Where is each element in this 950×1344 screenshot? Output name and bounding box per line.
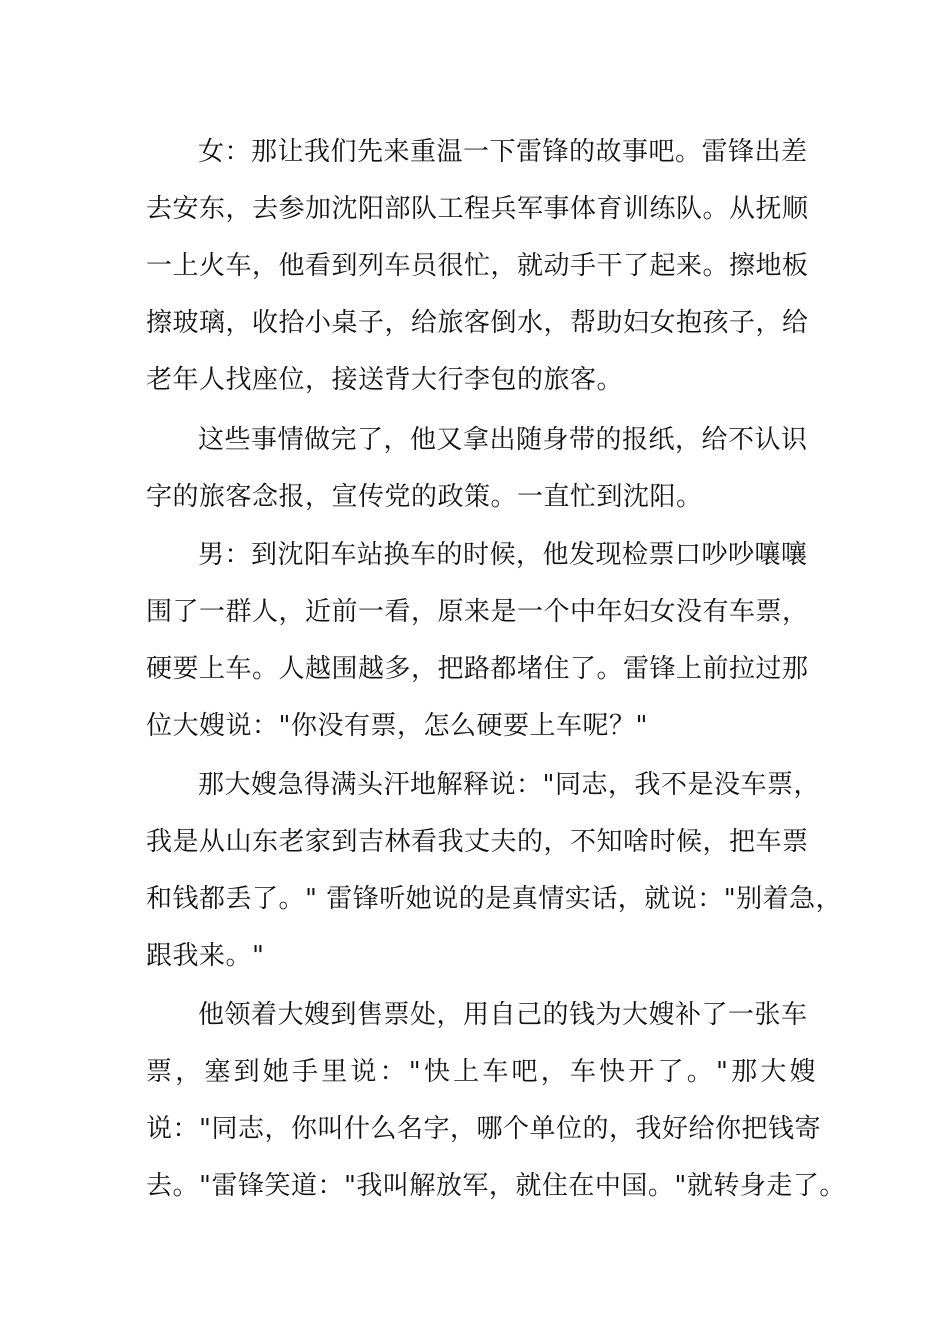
text-line: 老年人找座位，接送背大行李包的旅客。 (146, 365, 624, 395)
text-line: 我是从山东老家到吉林看我丈夫的，不知啥时候，把车票 (146, 827, 809, 857)
text-line: 硬要上车。人越围越多，把路都堵住了。雷锋上前拉过那 (146, 654, 809, 684)
text-line: 位大嫂说："你没有票，怎么硬要上车呢？" (146, 711, 648, 741)
text-line: 跟我来。" (146, 941, 265, 971)
text-line: 擦玻璃，收拾小桌子，给旅客倒水，帮助妇女抱孩子，给 (146, 308, 809, 338)
text-line: 他领着大嫂到售票处，用自己的钱为大嫂补了一张车 (198, 1000, 808, 1030)
text-line: 一上火车，他看到列车员很忙，就动手干了起来。擦地板 (146, 251, 809, 281)
text-line: 男：到沈阳车站换车的时候，他发现检票口吵吵嚷嚷 (198, 540, 808, 570)
text-line: 字的旅客念报，宣传党的政策。一直忙到沈阳。 (146, 482, 703, 512)
text-line: 和钱都丢了。" 雷锋听她说的是真情实话，就说："别着急， (146, 884, 843, 914)
text-line: 去。"雷锋笑道："我叫解放军，就住在中国。"就转身走了。 (146, 1171, 846, 1201)
text-line: 票，塞到她手里说："快上车吧，车快开了。"那大嫂 (146, 1057, 819, 1087)
text-line: 去安东，去参加沈阳部队工程兵军事体育训练队。从抚顺 (146, 194, 809, 224)
text-line: 那大嫂急得满头汗地解释说："同志，我不是没车票， (198, 770, 820, 800)
text-line: 女：那让我们先来重温一下雷锋的故事吧。雷锋出差 (198, 137, 808, 167)
text-line: 这些事情做完了，他又拿出随身带的报纸，给不认识 (198, 425, 808, 455)
text-line: 说："同志，你叫什么名字，哪个单位的，我好给你把钱寄 (146, 1114, 821, 1144)
text-line: 围了一群人，近前一看，原来是一个中年妇女没有车票， (146, 597, 809, 627)
